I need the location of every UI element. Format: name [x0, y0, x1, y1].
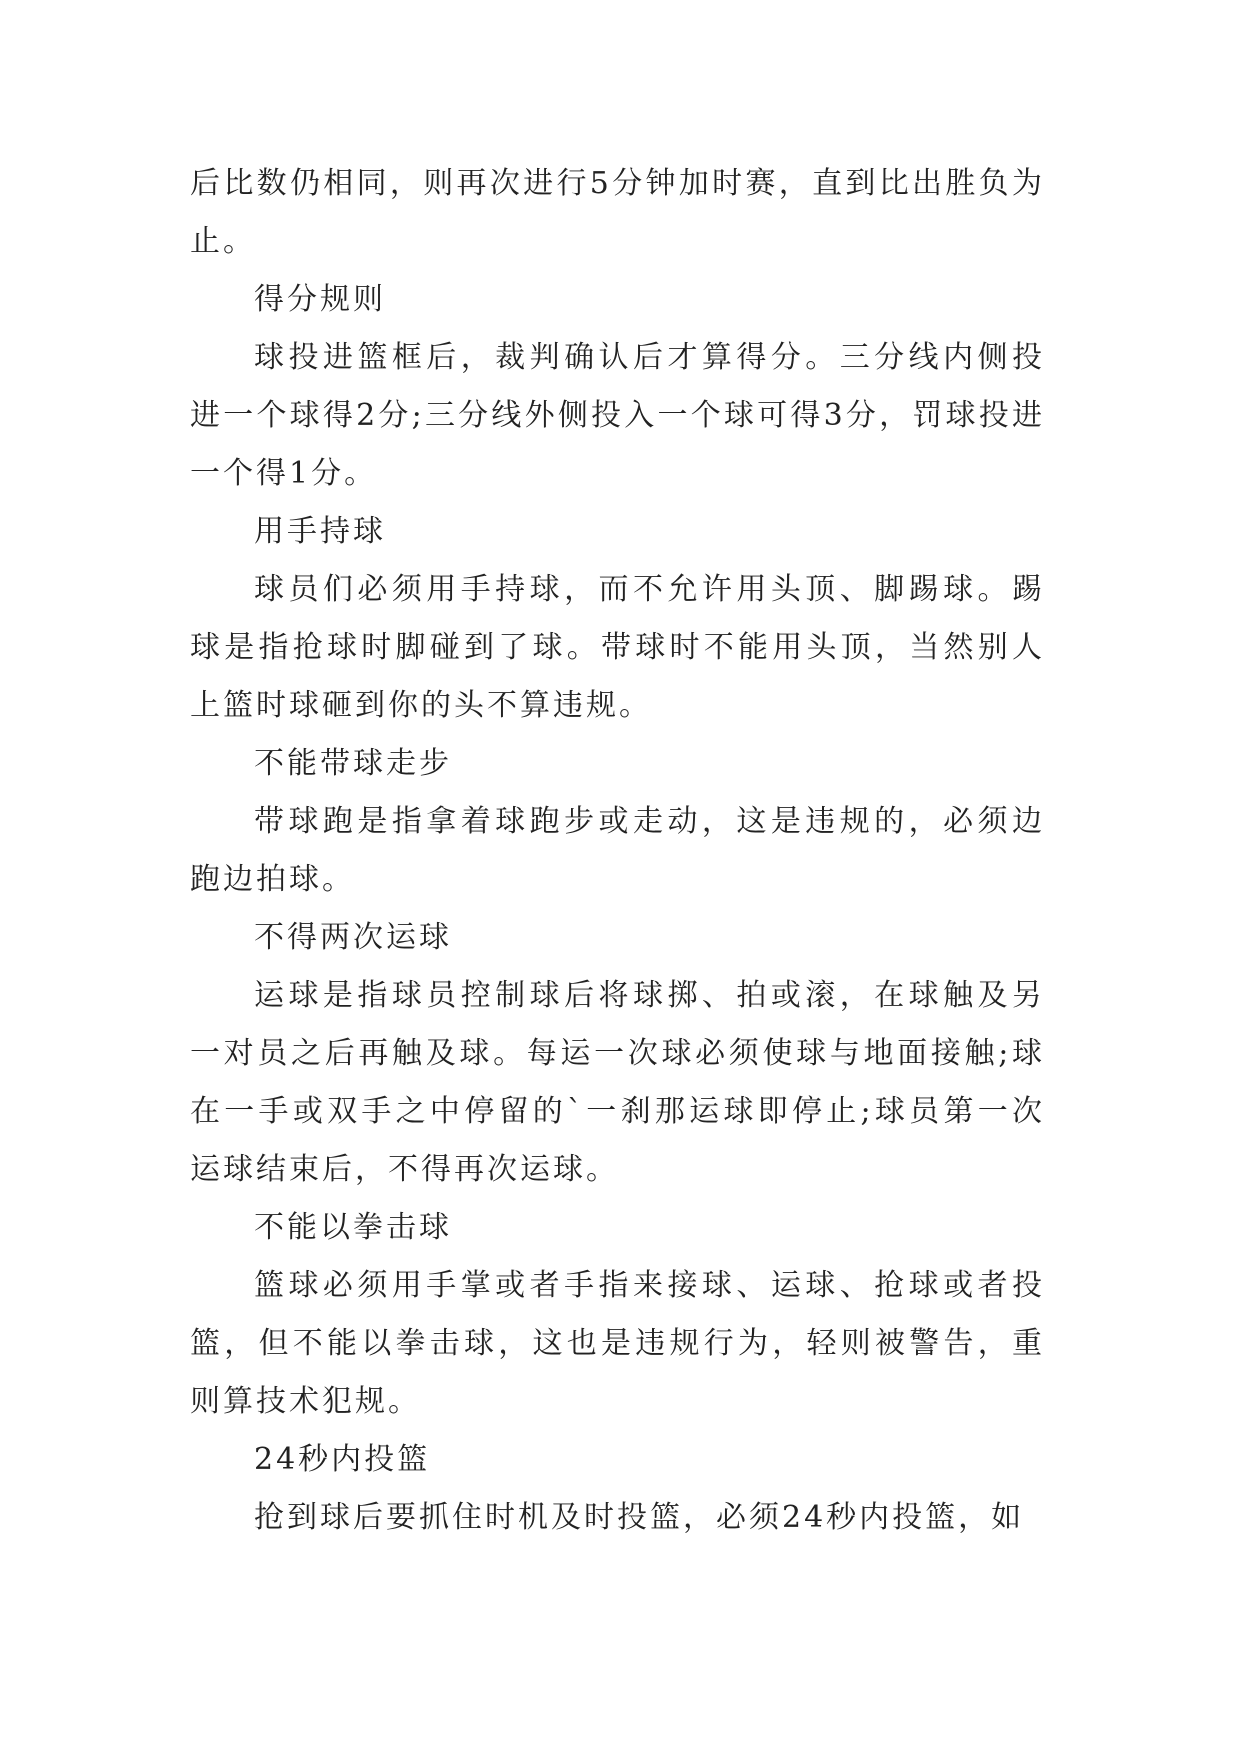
section-heading-hold-ball-with-hands: 用手持球 [254, 514, 386, 549]
document-page [190, 155, 1045, 1547]
body-paragraph: 带球跑是指拿着球跑步或走动，这是违规的，必须边跑边拍球。 [190, 804, 1045, 897]
body-paragraph: 后比数仍相同，则再次进行5分钟加时赛，直到比出胜负为止。 [190, 166, 1045, 259]
section-heading-scoring-rules: 得分规则 [254, 282, 386, 317]
section-heading-no-double-dribble: 不得两次运球 [254, 920, 452, 955]
body-paragraph: 球投进篮框后，裁判确认后才算得分。三分线内侧投进一个球得2分;三分线外侧投入一个球可得3分，罚球投进一个得1分。 [190, 340, 1045, 491]
section-heading-no-fist-strike: 不能以拳击球 [254, 1210, 452, 1245]
section-heading-no-traveling: 不能带球走步 [254, 746, 452, 781]
body-paragraph: 球员们必须用手持球，而不允许用头顶、脚踢球。踢球是指抢球时脚碰到了球。带球时不能用头顶，当然别人上篮时球砸到你的头不算违规。 [190, 572, 1045, 723]
section-heading-24-second-shot: 24秒内投篮 [254, 1442, 431, 1477]
body-paragraph: 运球是指球员控制球后将球掷、拍或滚，在球触及另一对员之后再触及球。每运一次球必须使球与地面接触;球在一手或双手之中停留的`一刹那运球即停止;球员第一次运球结束后，不得再次运球。 [190, 978, 1045, 1187]
body-paragraph: 篮球必须用手掌或者手指来接球、运球、抢球或者投篮，但不能以拳击球，这也是违规行为，轻则被警告，重则算技术犯规。 [190, 1268, 1045, 1419]
body-paragraph: 抢到球后要抓住时机及时投篮，必须24秒内投篮，如 [254, 1500, 1025, 1535]
